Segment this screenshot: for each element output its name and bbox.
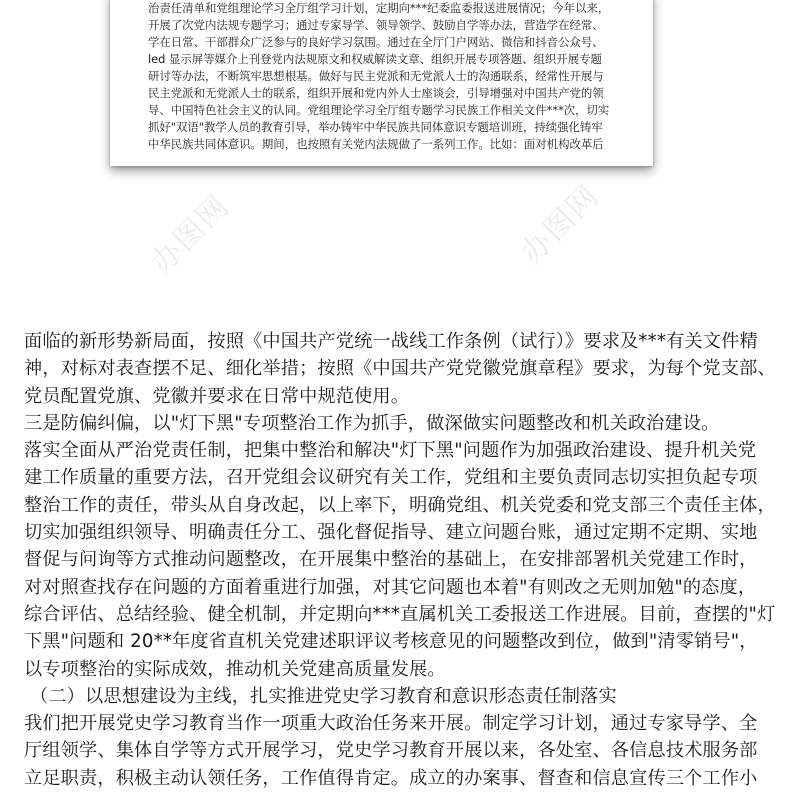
body-line: 切实加强组织领导、明确责任分工、强化督促指导、建立问题台账，通过定期不定期、实地 (24, 522, 758, 544)
excerpt-line: 导、中国特色社会主义的认同。党组理论学习全厅组专题学习民族工作相关文件***次，切实 (148, 103, 610, 117)
body-line: 整治工作的责任，带头从自身改起，以上率下，明确党组、机关党委和党支部三个责任主体， (24, 494, 776, 516)
section-heading: （二）以思想建设为主线，扎实推进党史学习教育和意识形态责任制落实 (30, 685, 617, 707)
body-line: 综合评估、总结经验、健全机制，并定期向***直属机关工委报送工作进展。目前，查摆的"灯 (24, 603, 776, 625)
excerpt-line: 民主党派和无党派人士的联系，组织开展和党内外人士座谈会，引导增强对中国共产党的领 (148, 86, 604, 100)
excerpt-line: 开展了次党内法规专题学习；通过专家导学、领导领学、鼓励自学等办法，营造学在经常、 (148, 18, 604, 32)
body-line: 落实全面从严治党责任制，把集中整治和解决"灯下黑"问题作为加强政治建设、提升机关党 (24, 440, 757, 462)
body-line: 我们把开展党史学习教育当作一项重大政治任务来开展。制定学习计划，通过专家导学、全 (24, 713, 758, 735)
body-line: 厅组领学、集体自学等方式开展学习，党史学习教育开展以来，各处室、各信息技术服务部 (24, 740, 758, 762)
body-line: 对对照查找存在问题的方面着重进行加强，对其它问题也本着"有则改之无则加勉"的态度， (24, 576, 757, 598)
excerpt-line: 中华民族共同体意识。期间，也按照有关党内法规做了一系列工作。比如：面对机构改革后 (148, 137, 604, 151)
body-line: 立足职责，积极主动认领任务，工作值得肯定。成立的办案事、督查和信息宣传三个工作小 (24, 767, 758, 789)
excerpt-line: 学在日常、干部群众广泛参与的良好学习氛围。通过在全厅门户网站、微信和抖音公众号、 (148, 35, 604, 49)
document-excerpt-card (110, 0, 653, 166)
body-line: 下黑"问题和 20**年度省直机关党建述职评议考核意见的问题整改到位，做到"清零销号"， (24, 631, 758, 653)
body-line: 党员配置党旗、党徽并要求在日常中规范使用。 (24, 385, 410, 407)
body-line: 督促与问询等方式推动问题整改，在开展集中整治的基础上，在安排部署机关党建工作时， (24, 549, 758, 571)
excerpt-text (148, 0, 648, 153)
document-body (24, 328, 784, 792)
excerpt-line: 治责任清单和党组理论学习全厅组学习计划，定期向***纪委监委报送进展情况；今年以来， (148, 1, 610, 15)
section-heading: 三是防偏纠偏，以"灯下黑"专项整治工作为抓手，做深做实问题整改和机关政治建设。 (24, 412, 720, 434)
body-line: 神，对标对表查摆不足、细化举措；按照《中国共产党党徽党旗章程》要求，为每个党支部、 (24, 358, 776, 380)
document-excerpt-area (0, 0, 800, 300)
excerpt-line: 研讨等办法，不断筑牢思想根基。做好与民主党派和无党派人士的沟通联系，经常性开展与 (148, 69, 604, 83)
watermark: 办图网 (514, 178, 607, 271)
body-line: 以专项整治的实际成效，推动机关党建高质量发展。 (24, 658, 446, 680)
watermark: 办图网 (144, 188, 237, 281)
excerpt-line: 抓好"双语"教学人员的教育引导，举办铸牢中华民族共同体意识专题培训班，持续强化铸牢 (148, 120, 603, 134)
body-line: 面临的新形势新局面，按照《中国共产党统一战线工作条例（试行）》要求及***有关文件精 (24, 331, 758, 352)
body-line: 建工作质量的重要方法，召开党组会议研究有关工作，党组和主要负责同志切实担负起专项 (24, 467, 758, 489)
excerpt-line: led 显示屏等媒介上刊登党内法规原文和权威解读文章、组织开展专项答题、组织开展专题 (148, 52, 602, 66)
